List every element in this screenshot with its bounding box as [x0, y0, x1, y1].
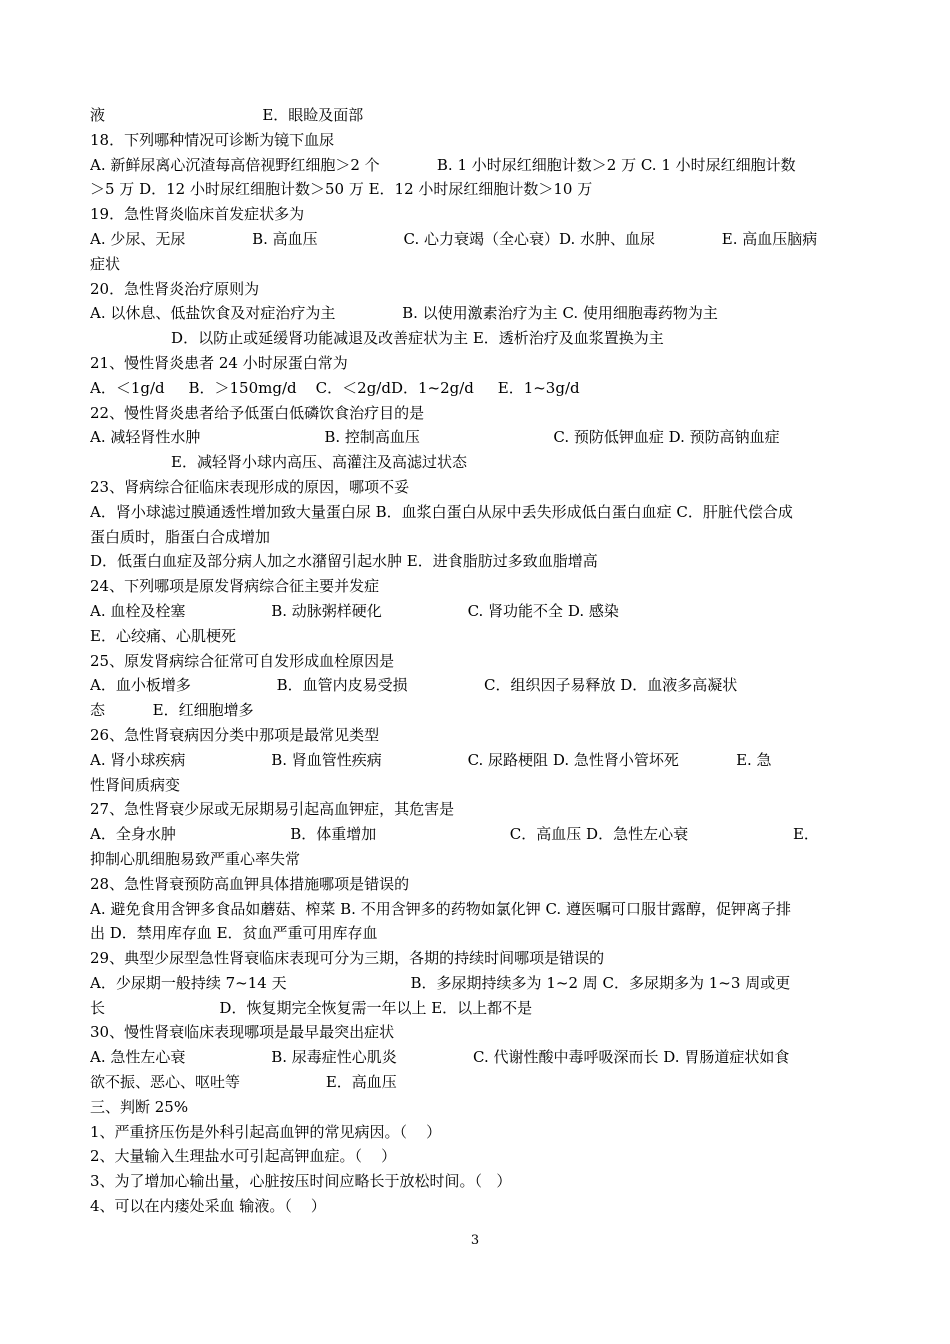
text-line: A．血小板增多 B．血管内皮易受损 C．组织因子易释放 D．血液多高凝状: [90, 676, 738, 695]
text-line: 18．下列哪种情况可诊断为镜下血尿: [90, 130, 335, 149]
text-line: 2、大量输入生理盐水可引起高钾血症。（ ）: [90, 1147, 397, 1166]
text-line: 27、急性肾衰少尿或无尿期易引起高血钾症，其危害是: [90, 800, 455, 819]
text-line: A. 血栓及栓塞 B. 动脉粥样硬化 C. 肾功能不全 D. 感染: [90, 601, 619, 620]
text-line: 4、可以在内瘘处采血 输液。（ ）: [90, 1197, 326, 1216]
text-line: A．＜1g/d B．＞150mg/d C．＜2g/dD．1~2g/d E．1~3g/d: [90, 378, 580, 397]
text-line: 液 E．眼睑及面部: [90, 106, 364, 124]
text-line: 25、原发肾病综合征常可自发形成血栓原因是: [90, 651, 395, 670]
text-line: 20．急性肾炎治疗原则为: [90, 279, 260, 298]
text-line: 长 D．恢复期完全恢复需一年以上 E．以上都不是: [90, 998, 533, 1017]
page-number: 3: [470, 1233, 480, 1248]
text-line: 21、慢性肾炎患者 24 小时尿蛋白常为: [90, 353, 348, 372]
text-line: A. 急性左心衰 B. 尿毒症性心肌炎 C. 代谢性酸中毒呼吸深而长 D. 胃肠道症状如食: [90, 1048, 790, 1067]
text-line: A. 新鲜尿离心沉渣每高倍视野红细胞＞2 个 B. 1 小时尿红细胞计数＞2 万 C. 1 小时尿红细胞计数: [90, 155, 796, 174]
text-line: D．低蛋白血症及部分病人加之水潴留引起水肿 E．进食脂肪过多致血脂增高: [90, 552, 598, 571]
text-line: 症状: [90, 254, 121, 273]
text-line: A．肾小球滤过膜通透性增加致大量蛋白尿 B．血浆白蛋白从尿中丢失形成低白蛋白血症 C．肝脏代偿合成: [90, 502, 793, 521]
text-line: A．全身水肿 B．体重增加 C．高血压 D．急性左心衰 E．: [90, 825, 819, 844]
text-line: 19．急性肾炎临床首发症状多为: [90, 205, 305, 224]
text-line: A. 以休息、低盐饮食及对症治疗为主 B. 以使用激素治疗为主 C. 使用细胞毒药物为主: [90, 304, 718, 323]
text-line: 欲不振、恶心、呕吐等 E．高血压: [90, 1073, 397, 1092]
text-line: A. 减轻肾性水肿 B. 控制高血压 C. 预防低钾血症 D. 预防高钠血症: [90, 428, 780, 447]
text-line: ＞5 万 D．12 小时尿红细胞计数＞50 万 E．12 小时尿红细胞计数＞10 万: [90, 180, 593, 199]
text-line: 29、典型少尿型急性肾衰临床表现可分为三期，各期的持续时间哪项是错误的: [90, 949, 605, 968]
text-line: 蛋白质时，脂蛋白合成增加: [90, 527, 271, 546]
text-line: 1、严重挤压伤是外科引起高血钾的常见病因。（ ）: [90, 1122, 442, 1141]
text-line: 3、为了增加心输出量，心脏按压时间应略长于放松时间。（ ）: [90, 1172, 512, 1191]
text-line: A. 少尿、无尿 B. 高血压 C. 心力衰竭（全心衰）D. 水肿、血尿 E. 高血压脑病: [90, 229, 818, 248]
text-line: 23、肾病综合征临床表现形成的原因，哪项不妥: [90, 477, 410, 496]
text-line: 性肾间质病变: [90, 775, 181, 794]
text-line: 抑制心肌细胞易致严重心率失常: [90, 849, 301, 868]
document-body: [90, 103, 862, 1219]
text-line: 三、判断 25%: [90, 1097, 189, 1116]
text-line: 28、急性肾衰预防高血钾具体措施哪项是错误的: [90, 874, 410, 893]
text-line: E．心绞痛、心肌梗死: [90, 626, 236, 645]
text-line: 22、慢性肾炎患者给予低蛋白低磷饮食治疗目的是: [90, 403, 425, 422]
text-line: A．少尿期一般持续 7~14 天 B．多尿期持续多为 1~2 周 C．多尿期多为 1~3 周或更: [90, 973, 791, 992]
text-line: 态 E．红细胞增多: [90, 701, 254, 720]
text-line: 24、下列哪项是原发肾病综合征主要并发症: [90, 577, 380, 596]
text-line: E．减轻肾小球内高压、高灌注及高滤过状态: [90, 453, 468, 472]
text-line: 30、慢性肾衰临床表现哪项是最早最突出症状: [90, 1023, 395, 1042]
text-line: D．以防止或延缓肾功能减退及改善症状为主 E．透析治疗及血浆置换为主: [90, 329, 664, 348]
text-line: A. 肾小球疾病 B. 肾血管性疾病 C. 尿路梗阻 D. 急性肾小管坏死 E. 急: [90, 750, 772, 769]
text-line: A. 避免食用含钾多食品如蘑菇、榨菜 B. 不用含钾多的药物如氯化钾 C. 遵医嘱可口服甘露醇，促钾离子排: [90, 899, 791, 918]
text-line: 26、急性肾衰病因分类中那项是最常见类型: [90, 725, 380, 744]
text-line: 出 D．禁用库存血 E．贫血严重可用库存血: [90, 924, 378, 943]
